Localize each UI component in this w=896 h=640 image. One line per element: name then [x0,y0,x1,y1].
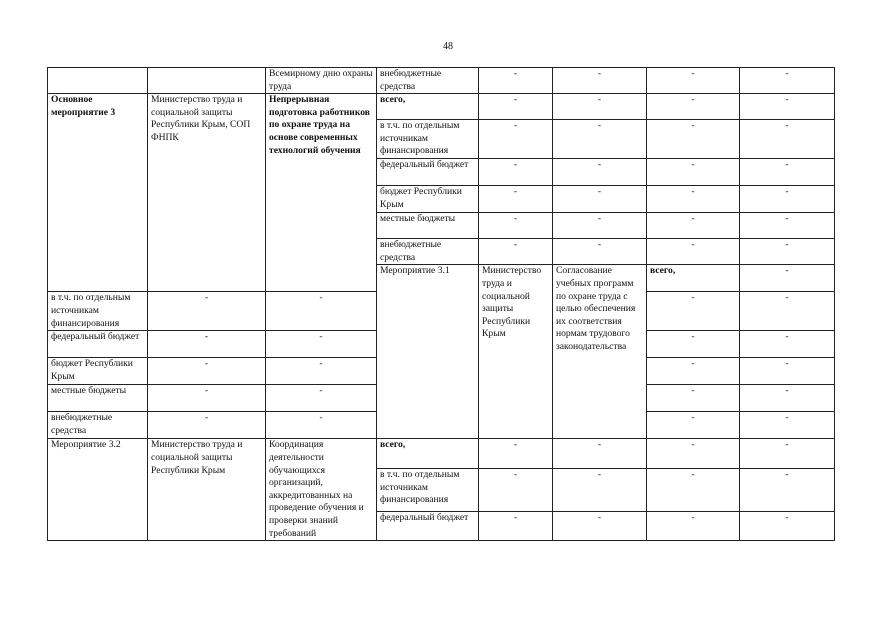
cell-value: - [553,159,647,186]
source-federal: федеральный бюджет [48,331,148,358]
cell-value: - [479,186,553,213]
cell-value: - [479,239,553,265]
source-total: всего, [647,265,740,292]
cell-value: - [647,239,740,265]
cell-value: - [740,159,835,186]
cell-value: - [740,468,835,511]
cell-value: - [740,292,835,331]
cell-value: - [479,213,553,239]
cell-value: - [647,292,740,331]
cell-value: - [553,511,647,541]
cell-value: - [553,213,647,239]
cell-value: - [553,239,647,265]
cell-value: - [479,68,553,94]
cell-value: - [266,331,377,358]
section-name: Мероприятие 3.2 [48,439,148,541]
cell-value: - [553,94,647,120]
cell-value: - [266,358,377,385]
source-crimea: бюджет Республики Крым [48,358,148,385]
table-row [48,439,835,469]
cell-title: Всемирному дню охраны труда [266,68,377,94]
cell-value: - [479,159,553,186]
cell-value: - [647,186,740,213]
cell-name-empty [48,68,148,94]
source-crimea: бюджет Республики Крым [377,186,479,213]
section-executor: Министерство труда и социальной защиты Республики Крым, СОП ФНПК [148,94,266,292]
source-local: местные бюджеты [48,385,148,412]
section-executor: Министерство труда и социальной защиты Республики Крым [148,439,266,541]
cell-value: - [740,186,835,213]
cell-value: - [266,385,377,412]
cell-value: - [647,439,740,469]
cell-value: - [740,239,835,265]
section-title: Согласование учебных программ по охране труда с целью обеспечения их соответствия нормам трудового законодательства [553,265,647,439]
section-executor: Министерство труда и социальной защиты Республики Крым [479,265,553,439]
cell-value: - [647,468,740,511]
source-including: в т.ч. по отдельным источникам финансирования [48,292,148,331]
funding-table [47,67,835,541]
cell-value: - [740,511,835,541]
cell-value: - [740,120,835,159]
cell-value: - [647,159,740,186]
cell-value: - [266,292,377,331]
cell-value: - [647,412,740,439]
section-name: Мероприятие 3.1 [377,265,479,439]
source-federal: федеральный бюджет [377,511,479,541]
cell-value: - [479,439,553,469]
cell-value: - [740,331,835,358]
cell-value: - [148,412,266,439]
cell-value: - [479,94,553,120]
cell-value: - [647,213,740,239]
page-number: 48 [443,41,453,52]
cell-value: - [148,292,266,331]
cell-value: - [647,94,740,120]
cell-value: - [647,120,740,159]
cell-value: - [553,68,647,94]
cell-value: - [647,68,740,94]
cell-value: - [740,68,835,94]
cell-value: - [553,186,647,213]
cell-value: - [647,358,740,385]
table-row [48,94,835,120]
cell-value: - [266,412,377,439]
source-extra: внебюджетные средства [48,412,148,439]
cell-value: - [553,439,647,469]
cell-executor-empty [148,68,266,94]
cell-value: - [740,213,835,239]
source-federal: федеральный бюджет [377,159,479,186]
cell-value: - [647,331,740,358]
cell-source: внебюджетные средства [377,68,479,94]
cell-value: - [148,331,266,358]
source-total: всего, [377,439,479,469]
cell-value: - [148,358,266,385]
cell-value: - [647,511,740,541]
source-including: в т.ч. по отдельным источникам финансирования [377,468,479,511]
cell-value: - [740,439,835,469]
cell-value: - [740,385,835,412]
cell-value: - [148,385,266,412]
cell-value: - [553,120,647,159]
cell-value: - [479,511,553,541]
table-row-continuation [48,68,835,94]
source-extra: внебюджетные средства [377,239,479,265]
cell-value: - [479,468,553,511]
cell-value: - [553,468,647,511]
source-local: местные бюджеты [377,213,479,239]
section-name: Основное мероприятие 3 [48,94,148,292]
cell-value: - [740,265,835,292]
cell-value: - [740,94,835,120]
cell-value: - [740,412,835,439]
section-title: Координация деятельности обучающихся организаций, аккредитованных на проведение обучения и проверки знаний требований [266,439,377,541]
cell-value: - [740,358,835,385]
cell-value: - [479,120,553,159]
section-title: Непрерывная подготовка работников по охране труда на основе современных технологий обучения [266,94,377,292]
source-including: в т.ч. по отдельным источникам финансирования [377,120,479,159]
source-total: всего, [377,94,479,120]
cell-value: - [647,385,740,412]
